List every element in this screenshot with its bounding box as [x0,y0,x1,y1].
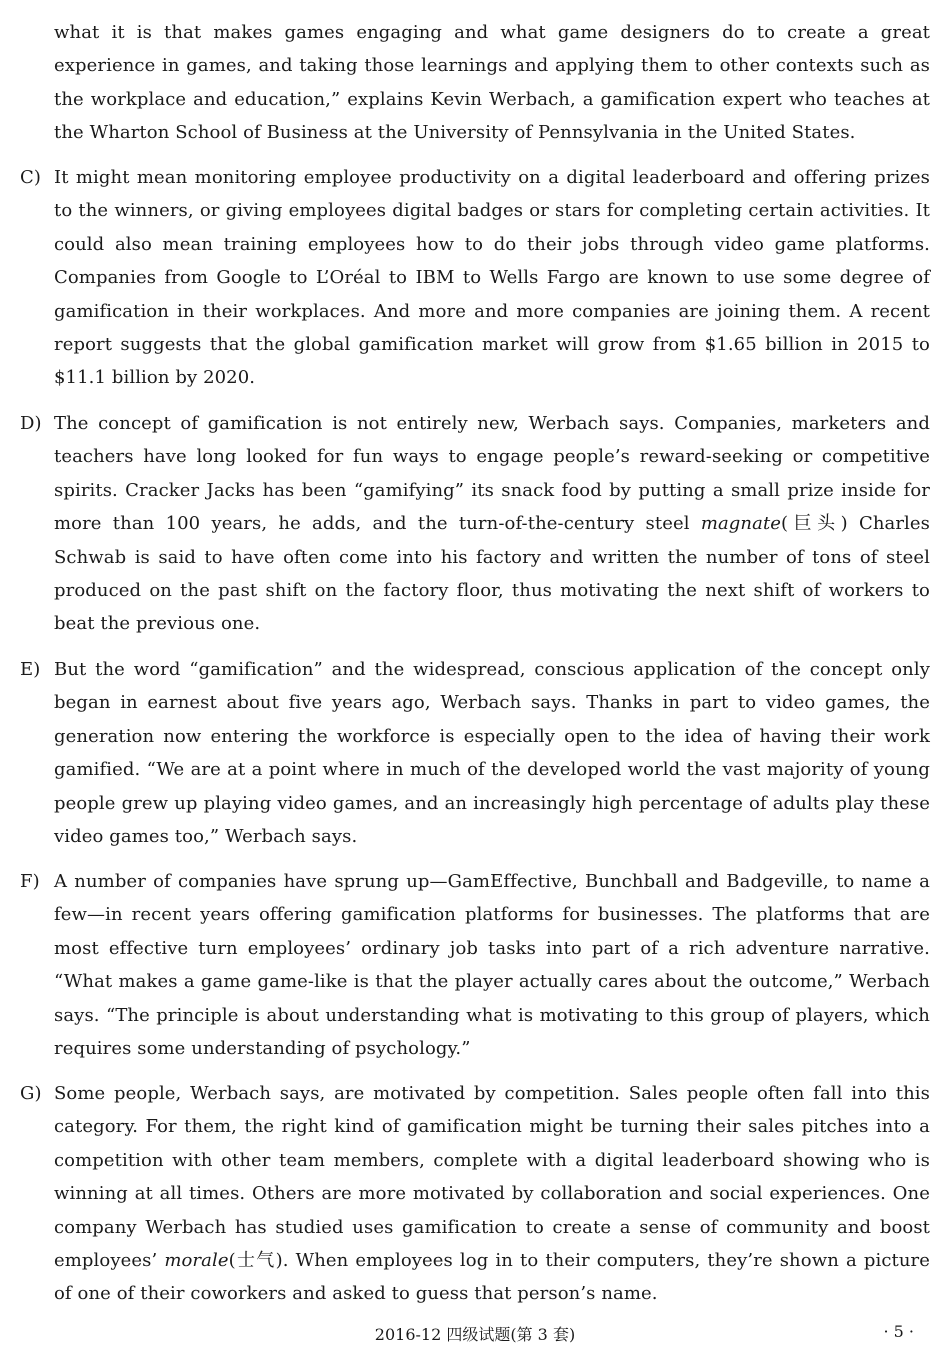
vocabulary-gloss: (巨头) [781,513,848,535]
vocabulary-term: morale [164,1250,229,1272]
vocabulary-gloss: (士气) [228,1250,283,1272]
paragraph-f [20,865,930,1065]
text-after-term: Charles Schwab is said to have often come into his factory and written the number of tons of steel produced on the past shift on the factory floor, thus motivating the next shift of workers to beat the previous one. [54,513,930,635]
paragraph-text [54,1077,930,1311]
paragraph-label: F) [20,871,40,892]
text-before-term: The concept of gamification is not entirely new, Werbach says. Companies, marketers and teachers have long looked for fun ways to engage people’s reward-seeking or competitive spirits. Cracker Jacks has been “gamifying” its snack food by putting a small prize inside for more than 100 years, he adds, and the turn-of-the-century steel [54,413,930,535]
paragraph-label: E) [20,659,41,680]
paragraph-e [20,653,930,853]
paragraph-c [20,161,930,395]
paragraph-label: G) [20,1083,42,1104]
paragraph-text: But the word “gamification” and the widespread, conscious application of the concept only began in earnest about five years ago, Werbach says. Thanks in part to video games, the generation now entering the workforce is especially open to the idea of having their work gamified. “We are at a point where in much of the developed world the vast majority of young people grew up playing video games, and an increasingly high percentage of adults play these video games too,” Werbach says. [54,659,930,848]
vocabulary-term: magnate [700,513,782,535]
paragraph-text [54,407,930,641]
paragraph-text: A number of companies have sprung up—GamEffective, Bunchball and Badgeville, to name a few—in recent years offering gamification platforms for businesses. The platforms that are most effective turn employees’ ordinary job tasks into part of a rich adventure narrative. “What makes a game game-like is that the player actually cares about the outcome,” Werbach says. “The principle is about understanding what is motivating to this group of players, which requires some understanding of psychology.” [54,871,930,1060]
paragraph-label: D) [20,413,42,434]
paragraph-g [20,1077,930,1311]
footer-title: 2016-12 四级试题(第 3 套) [374,1325,576,1344]
page-footer [0,1322,950,1348]
paragraph-text: It might mean monitoring employee productivity on a digital leaderboard and offering prizes to the winners, or giving employees digital badges or stars for completing certain activities. It could also mean training employees how to do their jobs through video game platforms. Companies from Google to L’Oréal to IBM to Wells Fargo are known to use some degree of gamification in their workplaces. And more and more companies are joining them. A recent report suggests that the global gamification market will grow from $1.65 billion in 2015 to $11.1 billion by 2020. [54,167,930,389]
paragraph-text: what it is that makes games engaging and what game designers do to create a great experience in games, and taking those learnings and applying them to other contexts such as the workplace and education,” explains Kevin Werbach, a gamification expert who teaches at the Wharton School of Business at the University of Pennsylvania in the United States. [54,22,930,144]
text-after-term: . When employees log in to their computers, they’re shown a picture of one of their coworkers and asked to guess that person’s name. [54,1250,930,1305]
paragraph-label: C) [20,167,41,188]
paragraph-d [20,407,930,641]
page-number: · 5 · [883,1322,914,1341]
paragraph-b-continued [20,16,930,150]
text-before-term: Some people, Werbach says, are motivated by competition. Sales people often fall into this category. For them, the right kind of gamification might be turning their sales pitches into a competition with other team members, complete with a digital leaderboard showing who is winning at all times. Others are more motivated by collaboration and social experiences. One company Werbach has studied uses gamification to create a sense of community and boost employees’ [54,1083,930,1272]
